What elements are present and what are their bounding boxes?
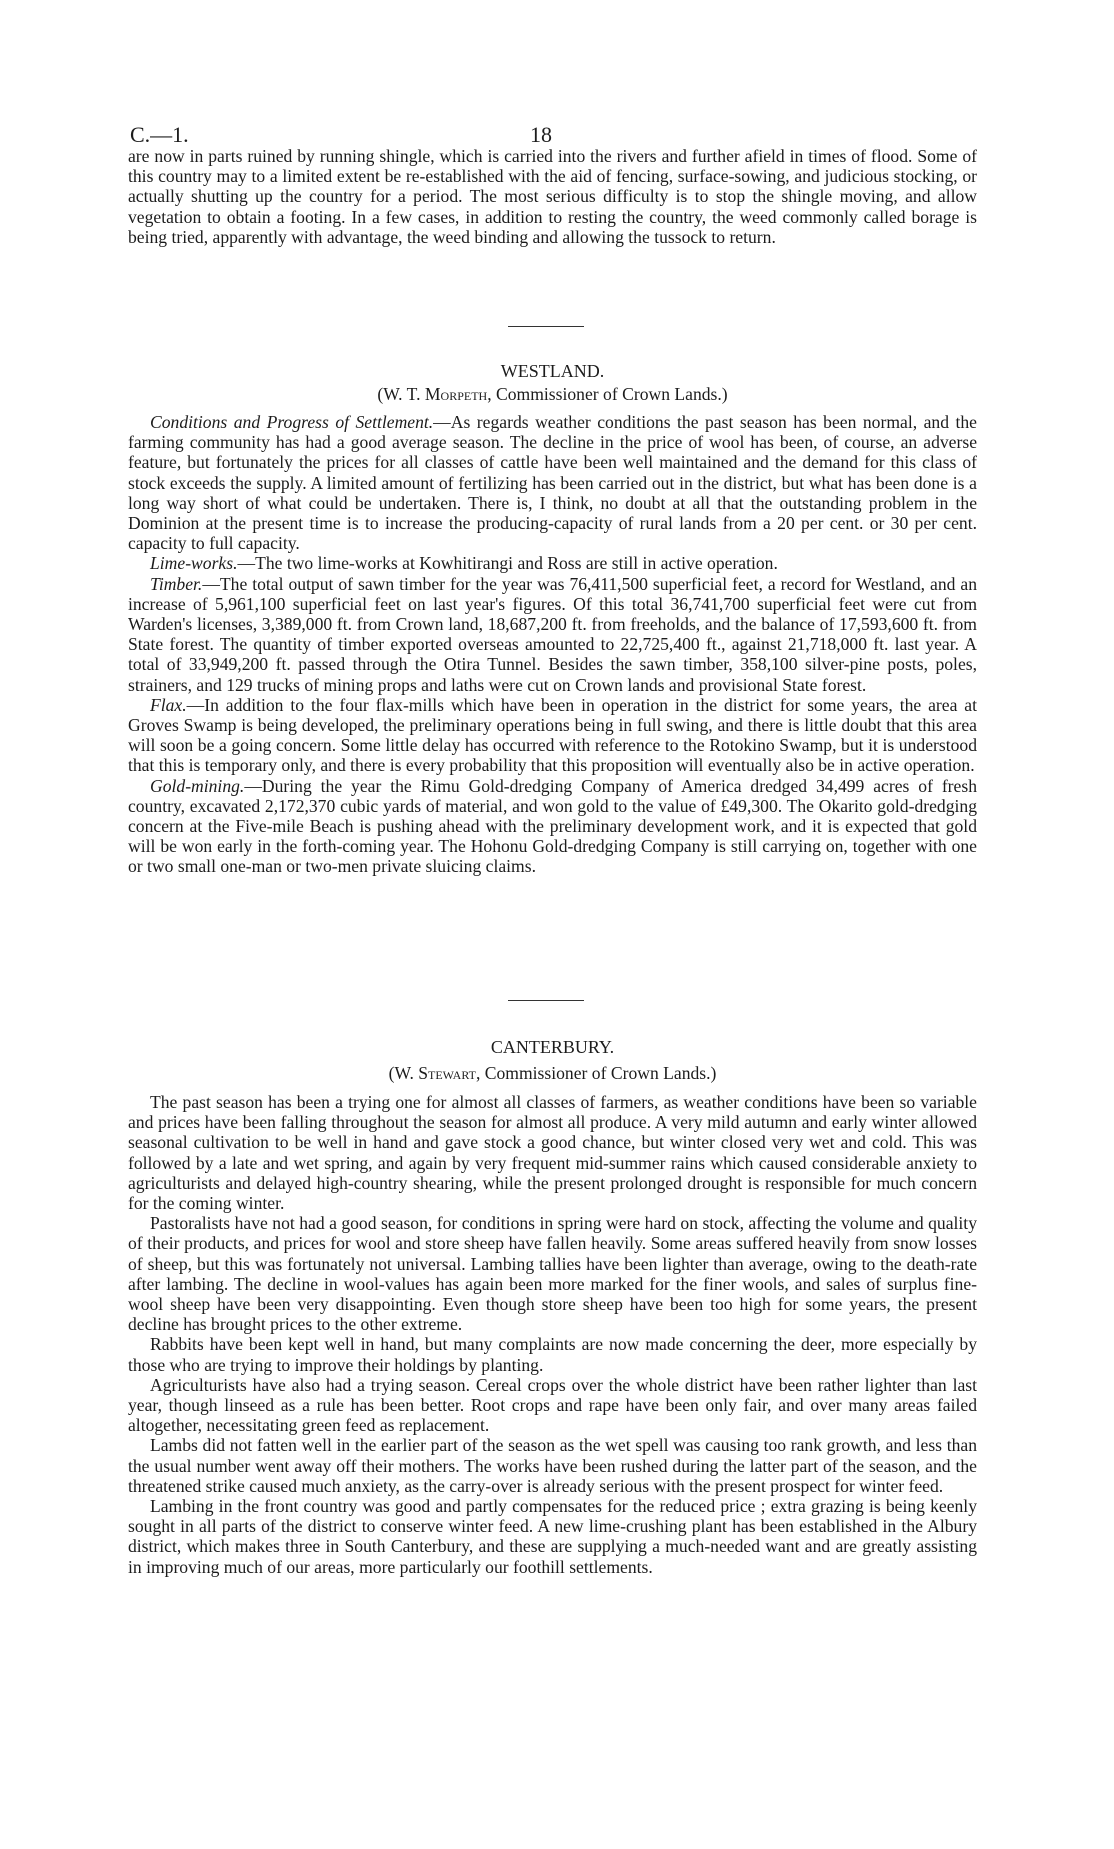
paragraph-lambs: Lambs did not fatten well in the earlier part of the season as the wet spell was causing too rank growth, and less than the usual number went away off their mothers. The works have been rushed during the latter part of the season, and the threatened strike caused much anxiety, as the carry-over is already serious with the present prospect for winter feed. xyxy=(128,1435,977,1496)
paragraph-agriculturists: Agriculturists have also had a trying season. Cereal crops over the whole district have been rather lighter than last year, though linseed as a rule has been better. Root crops and rape have been only fair, and over many areas failed altogether, necessitating green feed as replacement. xyxy=(128,1374,977,1436)
commissioner-role: , Commissioner of Crown Lands.) xyxy=(487,384,728,404)
westland-body xyxy=(128,412,977,877)
paragraph-rabbits: Rabbits have been kept well in hand, but many complaints are now made concerning the deer, more especially by those who are trying to improve their holdings by planting. xyxy=(128,1334,977,1375)
section-title-canterbury: CANTERBURY. xyxy=(490,1037,615,1057)
commissioner-name: W. Stewart xyxy=(394,1063,476,1083)
paragraph-text: —As regards weather conditions the past season has been normal, and the farming community has had a good average season. The decline in the price of wool has been, of course, an adverse feature, but fortunately the prices for all classes of cattle have been well maintained and the demand for this class of stock exceeds the supply. A limited amount of fertilizing has been carried out in the district, but what has been done is a long way short of what could be undertaken. There is, I think, no doubt at all that the outstanding problem in the Dominion at the present time is to increase the producing-capacity of rural lands from a 20 per cent. or 30 per cent. capacity to full capacity. xyxy=(128,412,977,554)
commissioner-role: , Commissioner of Crown Lands.) xyxy=(475,1063,717,1083)
page-number: 18 xyxy=(530,122,552,147)
paren: ( xyxy=(388,1063,395,1083)
paragraph-text: —The total output of sawn timber for the year was 76,411,500 superficial feet, a record for Westland, and an increase of 5,961,100 superficial feet on last year's figures. Of this total 36,741,700 superficial feet were cut from Warden's licenses, 3,389,000 ft. from Crown land, 18,687,200 ft. from freeholds, and the balance of 17,593,600 ft. from State forest. The quantity of timber exported overseas amounted to 22,725,400 ft., against 21,718,000 ft. last year. A total of 33,949,200 ft. passed through the Otira Tunnel. Besides the sawn timber, 358,100 silver-pine posts, poles, strainers, and 129 trucks of mining props and laths were cut on Crown lands and provisional State forest. xyxy=(128,573,977,695)
paragraph-lambing: Lambing in the front country was good and partly compensates for the reduced price ; extra grazing is being keenly sought in all parts of the district to conserve winter feed. A new lime-crushing plant has been established in the Albury district, which makes three in South Canterbury, and these are supplying a much-needed want and are greatly assisting in improving much of our areas, more particularly our foothill settlements. xyxy=(128,1496,977,1577)
paragraph-lime-works xyxy=(128,553,977,573)
paragraph-text: —In addition to the four flax-mills which have been in operation in the district for some years, the area at Groves Swamp is being developed, the preliminary operations being in full swing, and there is little doubt that this area will soon be a going concern. Some little delay has occurred with reference to the Rotokino Swamp, but it is understood that this is temporary only, and there is every probability that this proposition will eventually also be in active operation. xyxy=(128,694,977,776)
paragraph-text: —The two lime-works at Kowhitirangi and Ross are still in active operation. xyxy=(237,553,778,574)
report-reference: C.—1. xyxy=(130,122,189,147)
section-divider xyxy=(508,326,584,327)
paragraph-pastoralists: Pastoralists have not had a good season, for conditions in spring were hard on stock, affecting the volume and quality of their products, and prices for wool and store sheep have fallen heavily. Some areas suffered heavily from snow losses of sheep, but this was fortunately not universal. Lambing tallies have been lighter than average, owing to the death-rate after lambing. The decline in wool-values has again been more marked for the finer wools, and sales of surplus fine-wool sheep have been very disappointing. Even though store sheep have been too high for some years, the present decline has brought prices to the other extreme. xyxy=(128,1213,977,1335)
section-title-westland: WESTLAND. xyxy=(500,361,605,381)
paragraph-gold-mining xyxy=(128,776,977,877)
paragraph-lead: Lime-works. xyxy=(150,553,238,574)
paragraph-text: —During the year the Rimu Gold-dredging Company of America dredged 34,499 acres of fresh country, excavated 2,172,370 cubic yards of material, and won gold to the value of £49,300. The Okarito gold-dredging concern at the Five-mile Beach is pushing ahead with the preliminary development work, and it is expected that gold will be won early in the forth-coming year. The Hohonu Gold-dredging Company is still carrying on, together with one or two small one-man or two-men private sluicing claims. xyxy=(128,775,977,877)
section-divider xyxy=(508,1000,584,1001)
paragraph-timber xyxy=(128,574,977,695)
paragraph-lead: Conditions and Progress of Settlement. xyxy=(150,412,434,432)
paragraph-flax xyxy=(128,695,977,776)
canterbury-body xyxy=(128,1092,977,1577)
opening-paragraph-block xyxy=(128,146,977,247)
commissioner-name: W. T. Morpeth xyxy=(383,384,488,404)
paragraph-lead: Flax. xyxy=(150,694,187,715)
paragraph-lead: Timber. xyxy=(150,573,203,594)
paren: ( xyxy=(377,384,384,404)
commissioner-canterbury xyxy=(128,1063,977,1084)
opening-paragraph: are now in parts ruined by running shingle, which is carried into the rivers and further afield in times of flood. Some of this country may to a limited extent be re-established with the aid of fencing, surface-sowing, and judicious stocking, or actually shutting up the country for a period. The most serious difficulty is to stop the shingle moving, and allow vegetation to obtain a footing. In a few cases, in addition to resting the country, the weed commonly called borage is being tried, apparently with advantage, the weed binding and allowing the tussock to return. xyxy=(128,146,977,247)
paragraph-season: The past season has been a trying one for almost all classes of farmers, as weather conditions have been so variable and prices have been falling throughout the season for almost all produce. A very mild autumn and early winter allowed seasonal cultivation to be well in hand and gave stock a good chance, but winter closed very wet and cold. This was followed by a late and wet spring, and again by very frequent mid-summer rains which caused considerable anxiety to agriculturists and delayed high-country shearing, while the present prolonged drought is responsible for much concern for the coming winter. xyxy=(128,1092,977,1214)
paragraph-lead: Gold-mining. xyxy=(150,775,245,796)
paragraph-settlement xyxy=(128,412,977,553)
commissioner-westland xyxy=(128,384,977,405)
